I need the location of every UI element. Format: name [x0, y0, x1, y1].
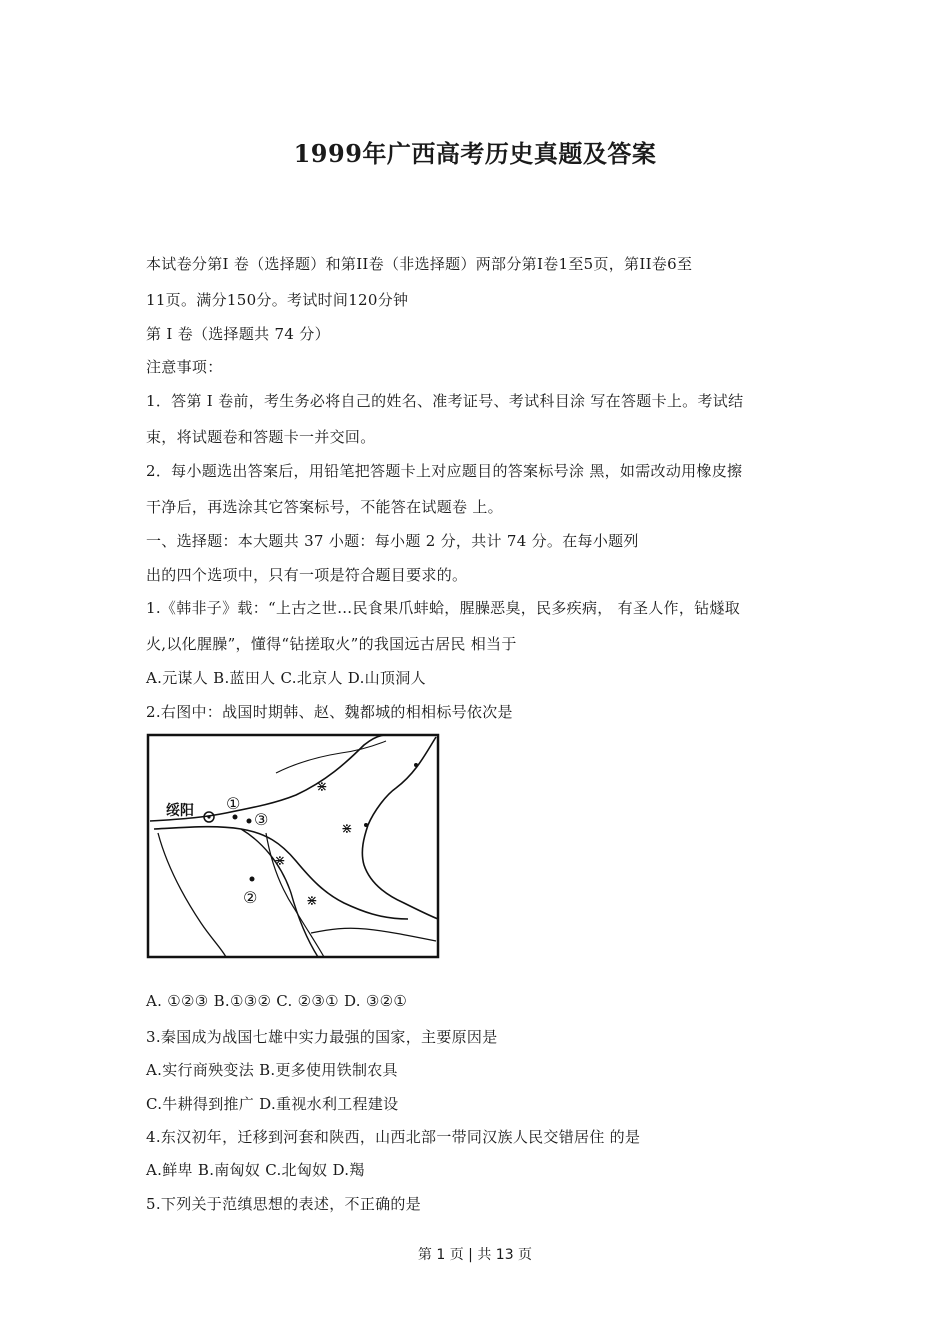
part-1-instructions-line-2: 出的四个选项中，只有一项是符合题目要求的。 [146, 566, 468, 584]
page-footer: 第 1 页 | 共 13 页 [417, 1247, 533, 1263]
question-1-line-2: 火,以化腥臊”，懂得“钻搓取火”的我国远古居民 相当于 [146, 635, 517, 653]
warring-states-map [146, 733, 440, 959]
question-1-options: A.元谋人 B.蓝田人 C.北京人 D.山顶洞人 [146, 669, 426, 687]
note-1-line-2: 束，将试题卷和答题卡一并交回。 [146, 428, 376, 446]
marker-2: ② [243, 888, 258, 907]
question-1-line-1: 1.《韩非子》载：“上古之世…民食果爪蚌蛤，腥臊恶臭，民多疾病， 有圣人作，钻燧取 [146, 599, 741, 617]
marker-3: ③ [254, 810, 269, 829]
document-title: 1999年广西高考历史真题及答案 [293, 139, 657, 168]
question-4-options: A.鲜卑 B.南匈奴 C.北匈奴 D.羯 [146, 1161, 365, 1179]
section-heading: 第 Ⅰ 卷（选择题共 74 分） [146, 325, 330, 343]
map-frame [148, 735, 438, 957]
part-1-instructions-line-1: 一、选择题：本大题共 37 小题：每小题 2 分，共计 74 分。在每小题列 [146, 532, 639, 550]
city-dot-2 [250, 877, 255, 882]
intro-line-2: 11页。满分150分。考试时间120分钟 [146, 291, 409, 309]
question-3-options-2: C.牛耕得到推广 D.重视水利工程建设 [146, 1095, 399, 1113]
border-mark: ⋇ [341, 821, 353, 837]
border-mark: ⋇ [274, 853, 286, 869]
note-2-line-1: 2．每小题选出答案后，用铅笔把答题卡上对应题目的答案标号涂 黑，如需改动用橡皮擦 [146, 462, 743, 480]
question-3-stem: 3.秦国成为战国七雄中实力最强的国家，主要原因是 [146, 1028, 498, 1046]
notes-heading: 注意事项： [146, 358, 223, 376]
coastal-city-dot [414, 763, 418, 767]
border-mark: ⋇ [316, 779, 328, 795]
question-2-stem: 2.右图中：战国时期韩、赵、魏都城的相相标号依次是 [146, 703, 513, 721]
question-5-stem: 5.下列关于范缜思想的表述，不正确的是 [146, 1195, 422, 1213]
coastal-city-dot [364, 823, 368, 827]
question-4-stem: 4.东汉初年，迁移到河套和陕西，山西北部一带同汉族人民交错居住 的是 [146, 1128, 641, 1146]
note-2-line-2: 干净后，再选涂其它答案标号，不能答在试题卷 上。 [146, 498, 503, 516]
border-mark: ⋇ [306, 893, 318, 909]
city-dot-3 [247, 819, 252, 824]
intro-line-1: 本试卷分第Ⅰ 卷（选择题）和第II卷（非选择题）两部分第Ⅰ卷1至5页，第II卷6至 [146, 255, 693, 273]
note-1-line-1: 1．答第 Ⅰ 卷前，考生务必将自己的姓名、准考证号、考试科目涂 写在答题卡上。考试结 [146, 392, 744, 410]
question-3-options-1: A.实行商殃变法 B.更多使用铁制农具 [146, 1061, 398, 1079]
question-2-options: A. ①②③ B.①③② C. ②③① D. ③②① [146, 992, 408, 1010]
city-label: 绥阳 [166, 803, 194, 819]
marker-1: ① [226, 794, 241, 813]
city-dot-1 [233, 815, 238, 820]
